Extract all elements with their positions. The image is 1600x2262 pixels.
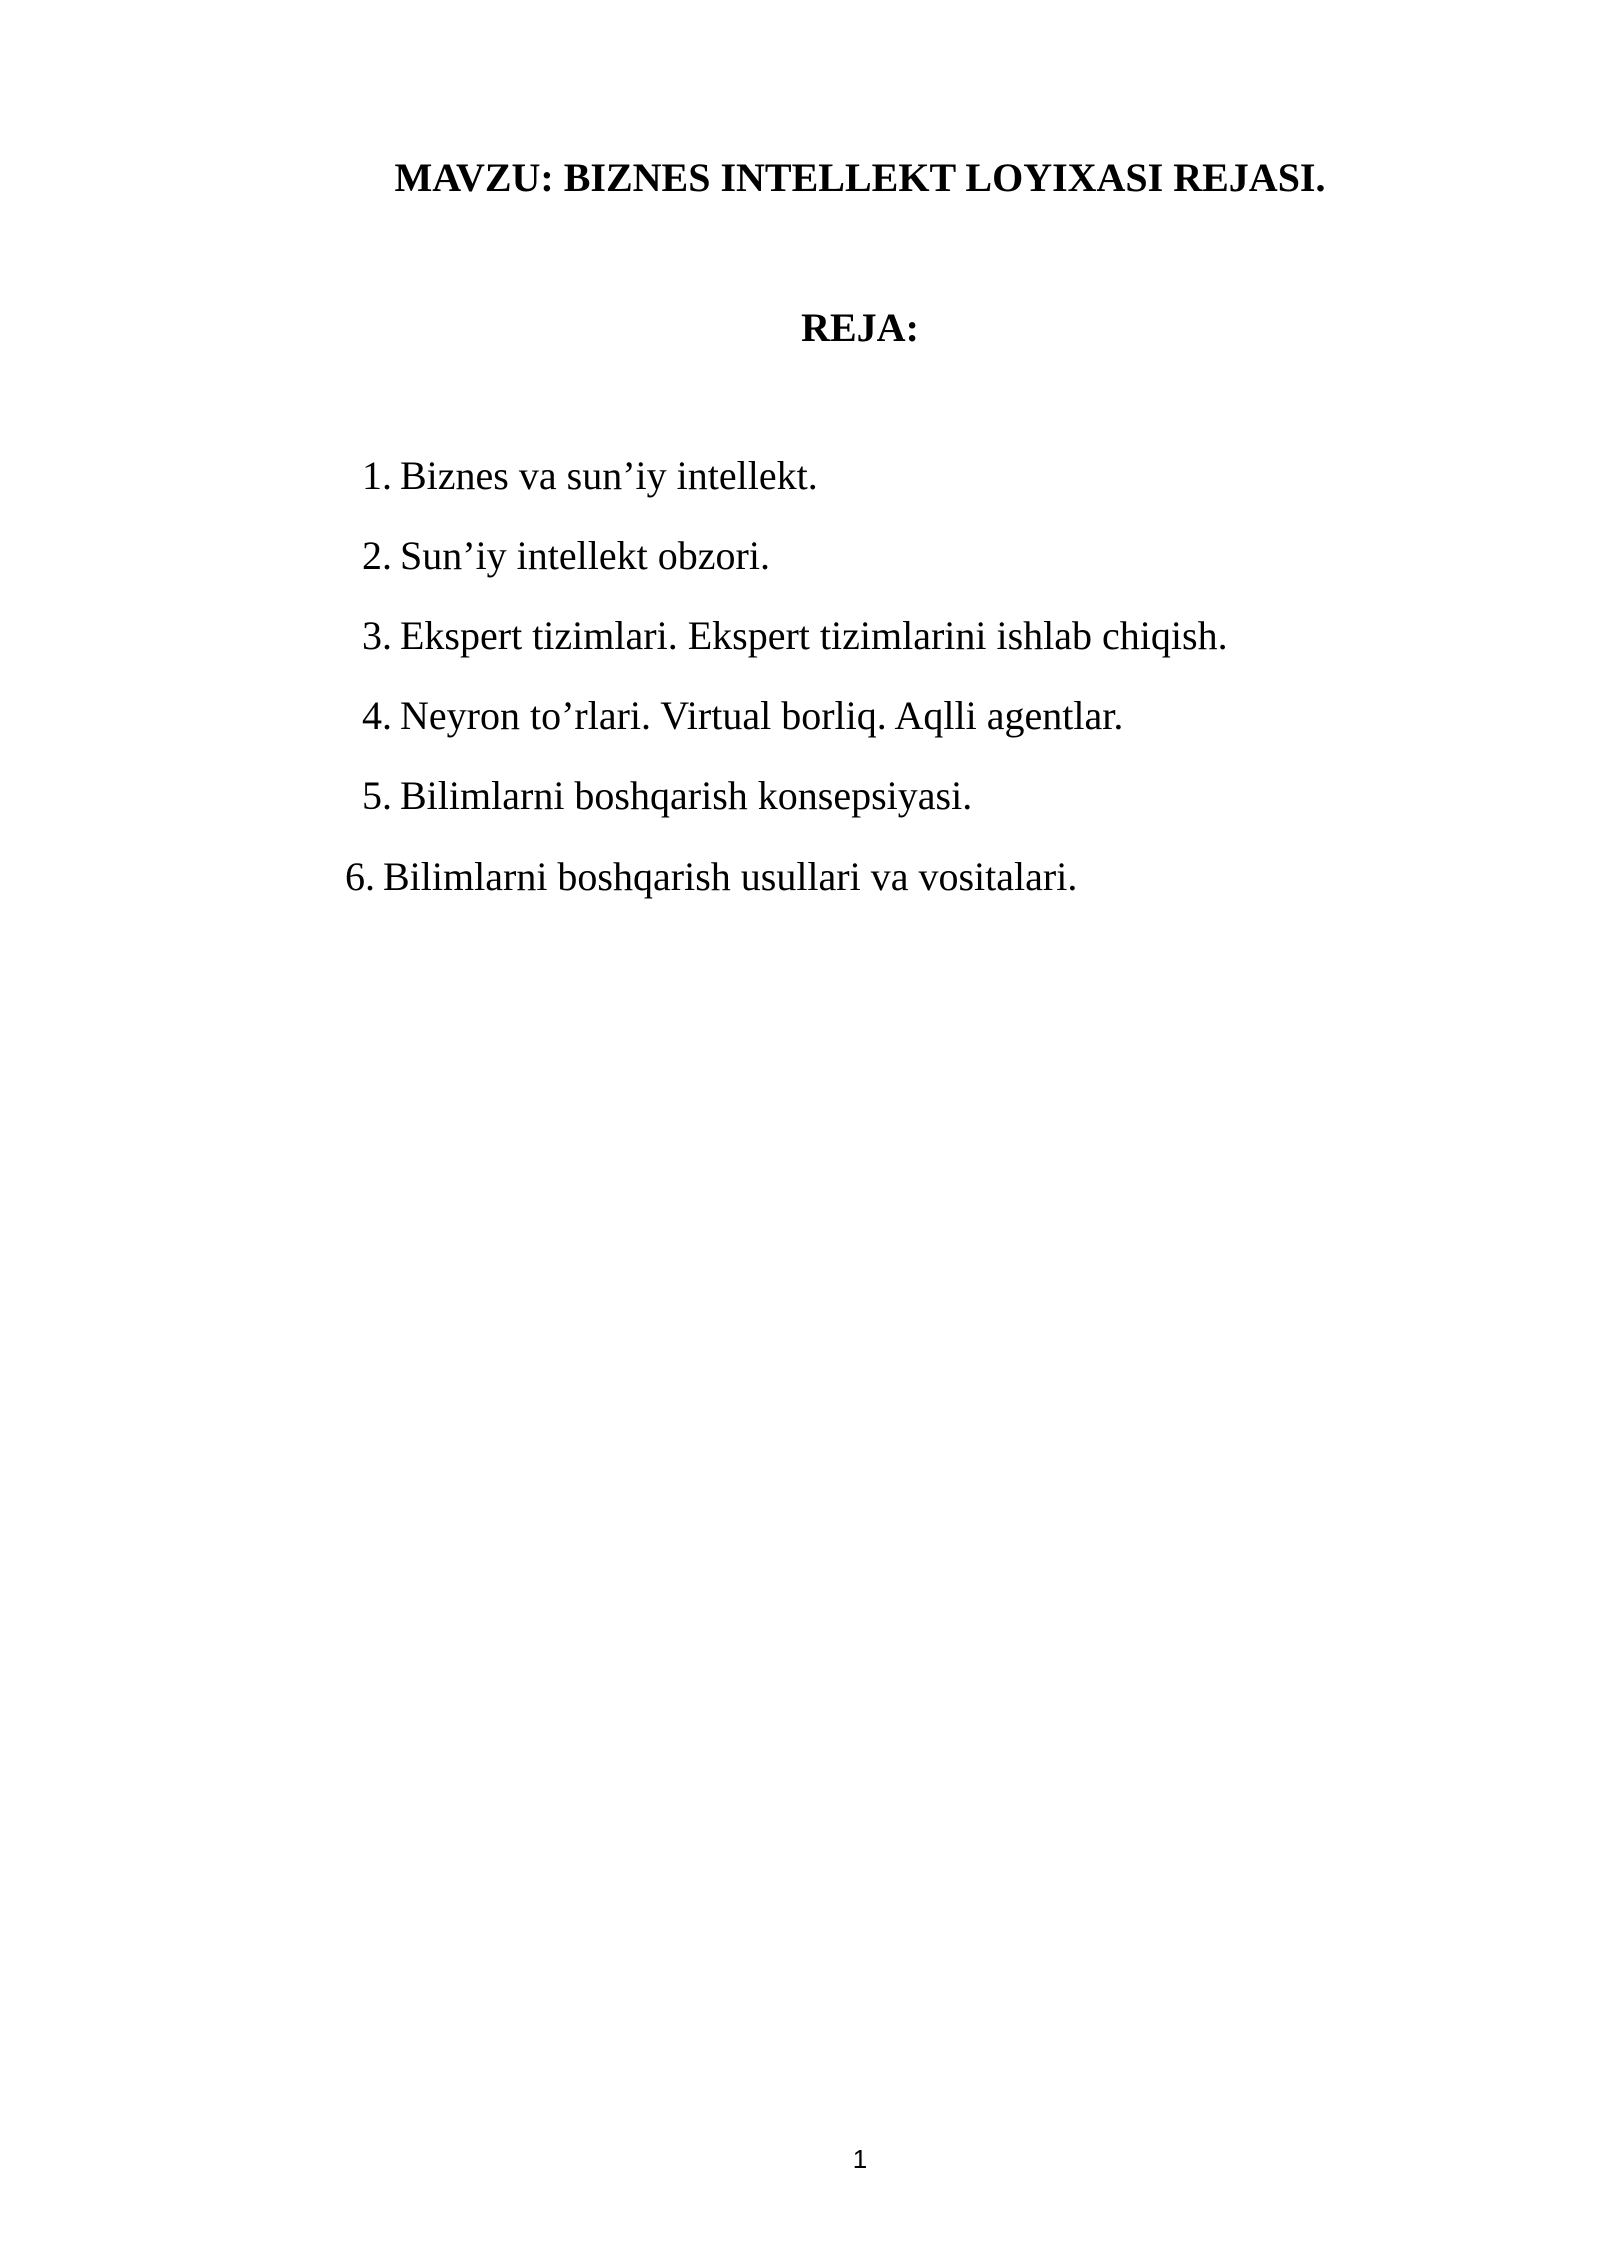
- plan-item-number: 1.: [362, 453, 392, 498]
- plan-item-number: 5.: [362, 773, 392, 818]
- plan-item-text: Biznes va sun’iy intellekt.: [400, 453, 818, 498]
- plan-item-number: 2.: [362, 533, 392, 578]
- plan-item-text: Sun’iy intellekt obzori.: [400, 533, 770, 578]
- plan-item-number: 4.: [362, 693, 392, 738]
- plan-item: [362, 610, 1228, 662]
- document-title: MAVZU: BIZNES INTELLEKT LOYIXASI REJASI.: [394, 155, 1326, 200]
- plan-item: [362, 770, 972, 822]
- plan-item-text: Bilimlarni boshqarish usullari va vositalari.: [383, 854, 1078, 899]
- plan-item-text: Bilimlarni boshqarish konsepsiyasi.: [400, 773, 973, 818]
- plan-item: [362, 450, 818, 502]
- page-number: 1: [852, 2144, 868, 2174]
- plan-item-text: Neyron to’rlari. Virtual borliq. Aqlli agentlar.: [400, 693, 1124, 738]
- plan-item-number: 3.: [362, 613, 392, 658]
- plan-item-number: 6.: [345, 854, 375, 899]
- plan-item: [362, 530, 770, 582]
- plan-item: [362, 690, 1123, 742]
- plan-item-text: Ekspert tizimlari. Ekspert tizimlarini ishlab chiqish.: [400, 613, 1228, 658]
- plan-item: [345, 851, 1077, 903]
- plan-heading: REJA:: [801, 305, 919, 350]
